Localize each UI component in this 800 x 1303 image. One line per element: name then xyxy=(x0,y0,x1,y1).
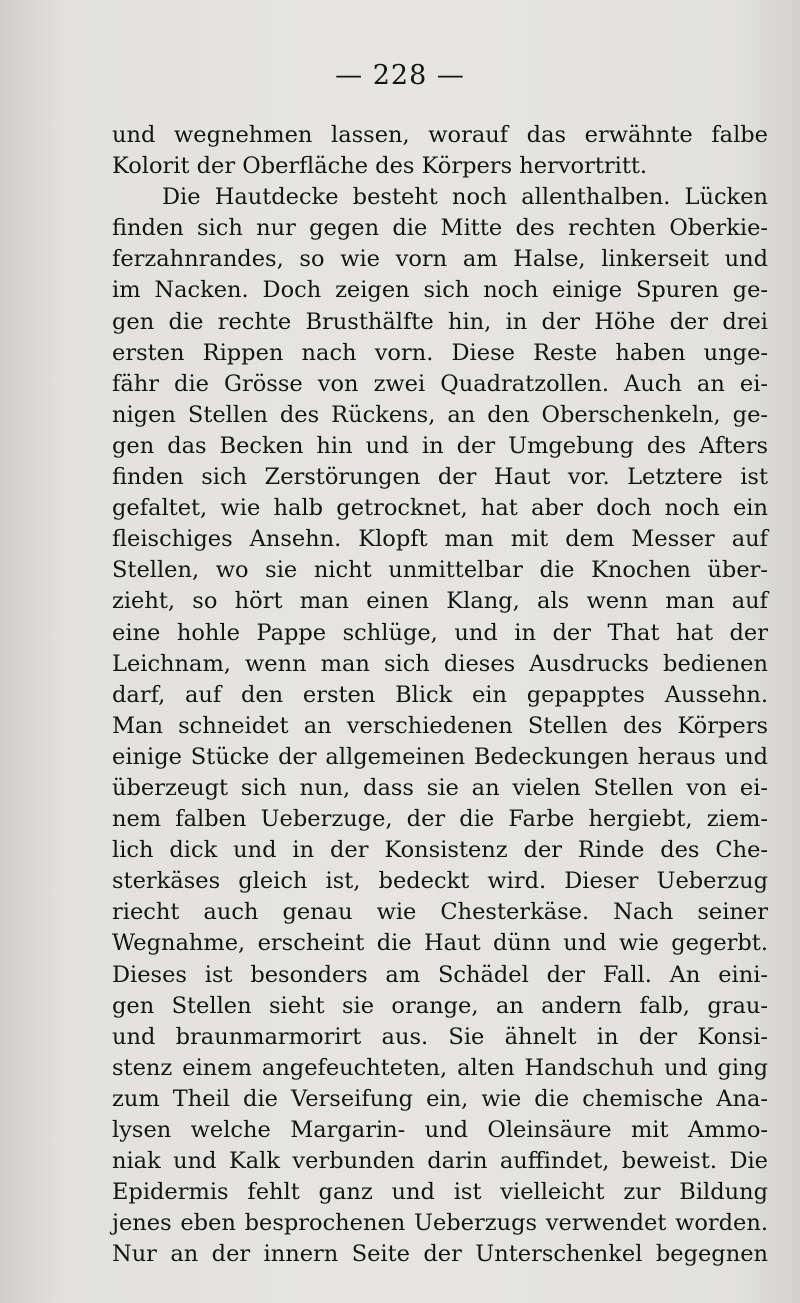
text-line: Kolorit der Oberfläche des Körpers hervortritt. xyxy=(112,153,648,180)
text-line: jenes eben besprochenen Ueberzugs verwendet worden. xyxy=(112,1210,768,1237)
text-line: nigen Stellen des Rückens, an den Oberschenkeln, ge- xyxy=(112,401,768,428)
text-line: ersten Rippen nach vorn. Diese Reste haben unge- xyxy=(112,339,768,366)
text-line: Nur an der innern Seite der Unterschenkel begegnen xyxy=(112,1241,768,1268)
text-line: Man schneidet an verschiedenen Stellen des Körpers xyxy=(112,712,768,739)
text-line: gen das Becken hin und in der Umgebung des Afters xyxy=(112,432,768,459)
text-line: Leichnam, wenn man sich dieses Ausdrucks bedienen xyxy=(112,650,768,677)
text-line: darf, auf den ersten Blick ein gepapptes Aussehn. xyxy=(112,681,768,708)
text-line: niak und Kalk verbunden darin auffindet, beweist. Die xyxy=(112,1148,768,1175)
text-line: Dieses ist besonders am Schädel der Fall. An eini- xyxy=(112,961,768,988)
text-line: riecht auch genau wie Chesterkäse. Nach seiner xyxy=(112,899,768,926)
text-line: gen Stellen sieht sie orange, an andern falb, grau- xyxy=(112,992,768,1019)
text-line: eine hohle Pappe schlüge, und in der That hat der xyxy=(112,619,768,646)
text-line: nem falben Ueberzuge, der die Farbe hergiebt, ziem- xyxy=(112,806,768,833)
text-line: finden sich nur gegen die Mitte des rechten Oberkie- xyxy=(112,215,768,242)
text-line: sterkäses gleich ist, bedeckt wird. Dieser Ueberzug xyxy=(112,868,768,895)
text-line: und braunmarmorirt aus. Sie ähnelt in der Konsi- xyxy=(112,1023,768,1050)
text-line: Stellen, wo sie nicht unmittelbar die Knochen über- xyxy=(112,557,768,584)
text-line: im Nacken. Doch zeigen sich noch einige Spuren ge- xyxy=(112,277,768,304)
text-line: und wegnehmen lassen, worauf das erwähnte falbe xyxy=(112,122,768,148)
text-line: fleischiges Ansehn. Klopft man mit dem Messer auf xyxy=(112,526,768,553)
text-line: lich dick und in der Konsistenz der Rinde des Che- xyxy=(112,837,768,864)
text-line: finden sich Zerstörungen der Haut vor. Letztere ist xyxy=(112,464,768,491)
text-line: lysen welche Margarin- und Oleinsäure mit Ammo- xyxy=(112,1117,768,1143)
text-line: zieht, so hört man einen Klang, als wenn man auf xyxy=(112,588,768,615)
text-line: gen die rechte Brusthälfte hin, in der Höhe der drei xyxy=(112,308,768,335)
text-line: Die Hautdecke besteht noch allenthalben. Lücken xyxy=(162,184,768,211)
text-line: einige Stücke der allgemeinen Bedeckungen heraus und xyxy=(112,743,768,770)
page-number: — 228 — xyxy=(335,60,465,91)
text-line: Wegnahme, erscheint die Haut dünn und wie gegerbt. xyxy=(112,930,768,957)
text-line: fähr die Grösse von zwei Quadratzollen. Auch an ei- xyxy=(112,370,768,397)
text-line: ferzahnrandes, so wie vorn am Halse, linkerseit und xyxy=(112,246,768,273)
text-line: Epidermis fehlt ganz und ist vielleicht zur Bildung xyxy=(112,1179,768,1206)
text-line: zum Theil die Verseifung ein, wie die chemische Ana- xyxy=(112,1085,768,1112)
text-line: gefaltet, wie halb getrocknet, hat aber doch noch ein xyxy=(112,495,768,522)
text-line: stenz einem angefeuchteten, alten Handschuh und ging xyxy=(112,1054,768,1081)
text-line: überzeugt sich nun, dass sie an vielen Stellen von ei- xyxy=(112,774,768,801)
body-text xyxy=(112,120,768,1270)
